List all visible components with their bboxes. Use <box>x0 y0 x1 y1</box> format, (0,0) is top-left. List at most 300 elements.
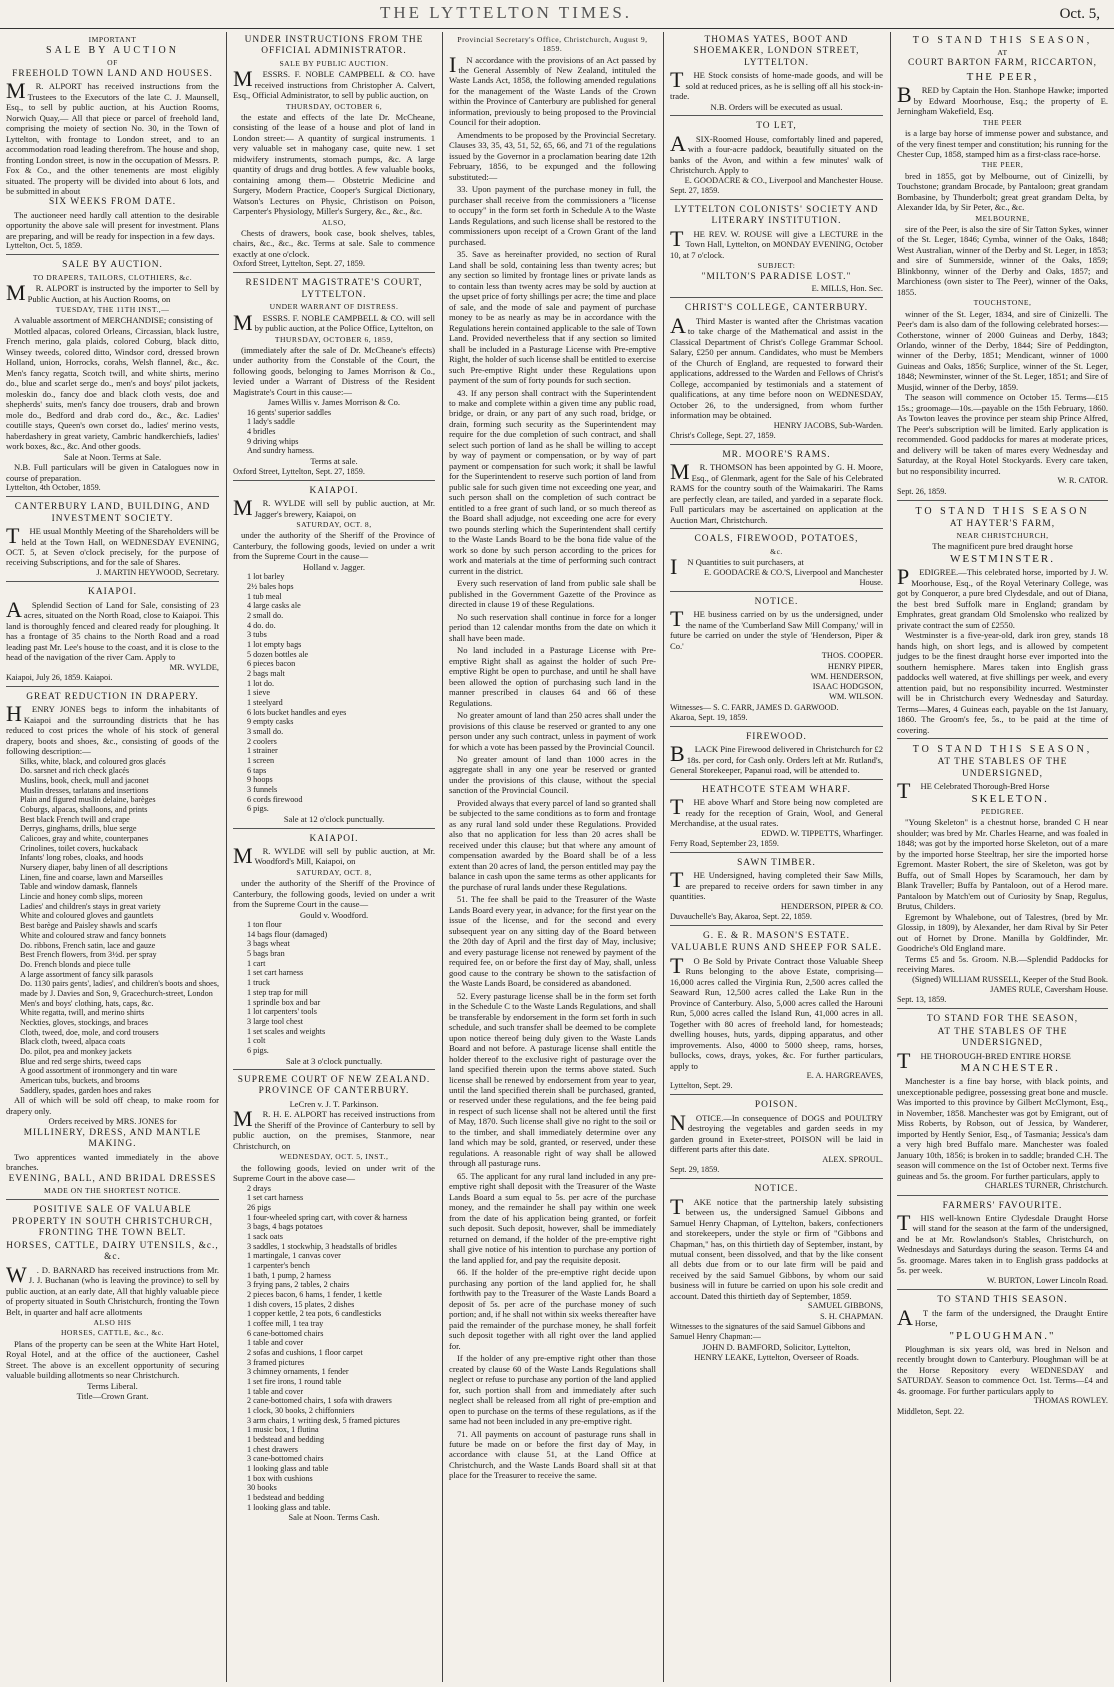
ad-text: R. THOMSON has been appointed by G. H. Moore, Esq., of Glenmark, agent for the Sale of his Celebrated RAMS for the country south of the Waimakariri. The Rams are perfectly clean, are tailed, and yarded in a separate flock. Full particulars may be ascertained on application at the Auction Mart, Christchurch. <box>670 462 883 525</box>
regulation-paragraph: No greater amount of land than 250 acres shall under the provisions of this clause be reserved or granted to any one person under any such contract, unless in payment of work for which a vote has been passed by the Provincial Council. <box>449 710 656 752</box>
ad-title: SALE BY AUCTION. <box>62 260 163 271</box>
ad-dateline: Kaiapoi, July 26, 1859. Kaiapoi. <box>6 672 113 682</box>
list-item: 1 set scales and weights <box>247 1026 326 1036</box>
ad-text: Westminster is a five-year-old, dark iron grey, stands 18 hands high, on short legs, and is allowed by competent judges to be the finest draught horse ever imported into the southern hemisphere. Mares taken into English grass paddocks well watered, at five shillings per week, and every attention paid, but no responsibility incurred. Westminster will be in Christchurch every Wednesday and Saturday. Terms—Mares, 4 Guineas each, payable on the 1st January, 1860. The Groom's fee, 5s., to be paid at the time of covering. <box>897 630 1108 735</box>
drop-cap: M <box>233 1106 253 1132</box>
list-item: Muslin dresses, tarlatans and insertions <box>20 785 149 795</box>
advertisement-building-society <box>6 499 219 582</box>
list-item: 1 truck <box>247 978 270 988</box>
ad-emphasis: THURSDAY, OCTOBER 6, <box>285 101 383 111</box>
ad-text: HE THOROUGH-BRED ENTIRE HORSE <box>920 1050 1071 1061</box>
ad-signature: E. MILLS, Hon. Sec. <box>811 284 883 294</box>
signatory-name: HENRY PIPER, <box>827 661 883 671</box>
list-item: 1 looking glass and table. <box>247 1502 331 1512</box>
regulation-paragraph: Amendments to be proposed by the Provincial Secretary. Clauses 33, 35, 43, 51, 52, 65, 66, and 71 of the regulations issued by the Governor in a proclamation bearing date 12th February, 1856, to be expunged and the following substituted:— <box>449 129 656 182</box>
ad-signature: HENRY JACOBS, Sub-Warden. <box>773 420 883 430</box>
ad-body <box>897 564 1108 630</box>
ad-title: TO STAND THIS SEASON, <box>912 744 1093 756</box>
ad-text: HE above Wharf and Store being now completed are ready for the reception of Grain, Wool, and General Merchandise, at the usual rates. <box>670 797 883 829</box>
drop-cap: H <box>6 701 22 727</box>
list-item: Lincie and honey comb slips, moreen <box>20 892 143 902</box>
ad-text: sire of the Peer, is also the sire of Sir Tatton Sykes, winner of the St. Leger, 1846; Cymba, winner of the Oaks, 1848; West Australian, winner of the Derby and St. Leger, in 1853; and sire of Summerside, winner of the Oaks, 1859; Blinkbonny, winner of the Derby and Oaks, 1857; and Marchioness (own sister to The Peer), winner of the Oaks, 1855. <box>897 223 1108 297</box>
ad-title: POISON. <box>754 1100 799 1111</box>
ad-text: bred in 1855, got by Melbourne, out of Cinizelli, by Touchstone; grandam Brocade, by Pantaloon; great grandam Bombasine, by Thunderbolt; great great grandam Delta, by Alexander Ida, by Sir Peter, &c., &c. <box>897 170 1108 213</box>
drop-cap: T <box>670 952 684 978</box>
list-item: Black cloth, tweed, alpaca coats <box>20 1037 126 1047</box>
list-item: 2 small do. <box>247 610 284 620</box>
list-item: 1 lot barley <box>247 572 285 582</box>
ad-text: Plans of the property can be seen at the White Hart Hotel, Royal Hotel, and at the office of the auctioneer, Cashel Street. The above is an excellent opportunity of securing valuable building allotments so near Christchurch. <box>6 1338 219 1381</box>
list-item: 3 chimney ornaments, 1 fender <box>247 1367 349 1377</box>
ad-subtitle: MILLINERY, DRESS, AND MANTLE MAKING. <box>23 1127 202 1150</box>
ad-text: ESSRS. F. NOBLE CAMPBELL & CO. will sell by public auction, at the Police Office, Lyttelton, on <box>254 312 435 334</box>
ad-text: EDIGREE.—This celebrated horse, imported by J. W. Moorhouse, Esq., of the Royal Veterinary College, was got by Conqueror, a pure bred Clydesdale, and out of Diana, the best bred Suffolk mare in England; grandam by Emphrates, great grandam Old Smolensko who realized by private contract the sum of £2550. <box>897 567 1108 630</box>
ad-title: TO STAND THIS SEASON, <box>912 35 1093 46</box>
ad-connector: AT <box>997 48 1008 58</box>
ad-title: SAWN TIMBER. <box>737 857 816 868</box>
list-item: 1 looking glass and table <box>247 1464 329 1474</box>
list-item: 9 empty casks <box>247 717 294 727</box>
ad-text: HE Stock consists of home-made goods, and will be sold at reduced prices, as he is selling off all his stock-in-trade. <box>670 70 883 102</box>
column-3 <box>443 32 662 1682</box>
list-item: 1 music box, 1 flutina <box>247 1425 319 1435</box>
ad-text: SIX-Roomed House, comfortably lined and papered, with a four-acre paddock, beautifully situated on the banks of the Avon, and within a few minutes' walk of Christchurch. Apply to <box>670 133 883 176</box>
ad-title: LYTTELTON COLONISTS' SOCIETY AND LITERARY INSTITUTION. <box>674 205 879 227</box>
regulation-paragraph: 71. All payments on account of pasturage runs shall in future be made on or before the first day of May, in accordance with clause 51, at the Land Office at Christchurch, and the Waste Lands Board shall sit at that place for the Treasurer to receive the same. <box>449 1428 656 1481</box>
advertisement-supreme-court-sale <box>233 1072 435 1526</box>
horse-name: SKELETON. <box>971 792 1049 805</box>
list-item: 6 pieces bacon <box>247 659 296 669</box>
list-item: 1 bedstead and bedding <box>247 1435 325 1445</box>
ad-emphasis: SIX WEEKS FROM DATE. <box>48 197 177 208</box>
ad-title: TO STAND FOR THE SEASON, <box>926 1014 1079 1025</box>
ad-terms: Sale at Noon. Terms at Sale. <box>63 451 162 462</box>
regulation-paragraph: No greater amount of land than 1000 acres in the aggregate shall in any one year be reserved or granted under the provisions of this clause, without the special sanction of the Provincial Council. <box>449 753 656 796</box>
drop-cap: T <box>897 778 911 804</box>
ad-body <box>670 130 883 176</box>
lecture-subject: "MILTON'S PARADISE LOST." <box>701 271 852 282</box>
list-item: Best French flowers, from 3½d. per spray <box>20 950 157 960</box>
advertisement-drapers-sale <box>6 257 219 497</box>
drop-cap: M <box>6 78 26 104</box>
ad-terms: Terms Liberal. <box>87 1380 138 1391</box>
advertisement-drapery-reduction <box>6 689 219 1200</box>
ad-connector: ALSO, <box>321 217 347 227</box>
list-item: Men's and boys' clothing, hats, caps, &c. <box>20 998 154 1008</box>
ad-note: N.B. Orders will be executed as usual. <box>710 101 843 112</box>
ad-text: Orders received by MRS. JONES for <box>48 1116 177 1127</box>
list-item: 1 copper kettle, 2 tea pots, 6 candlesticks <box>247 1309 382 1319</box>
drop-cap: M <box>233 842 253 868</box>
list-item: Do. French blonds and piece tulle <box>20 959 131 969</box>
regulation-paragraph: No land included in a Pasturage License with Pre-emptive Right shall as against the holder of such Pre-emptive Right be open to purchase, and until he shall have been allowed the option of purchasing such land in the manner prescribed in clauses 64 and 66 of these Regulations. <box>449 645 656 708</box>
masthead-rule <box>0 28 1114 29</box>
drop-cap: I <box>670 554 678 580</box>
list-item: 2 pieces bacon, 6 hams, 1 fender, 1 kettle <box>247 1289 382 1299</box>
list-item: 1 dish covers, 15 plates, 2 dishes <box>247 1299 355 1309</box>
ad-text: N Quantities to suit purchasers, at <box>687 557 804 568</box>
list-item: Plain and figured muslin delaine, barèges <box>20 795 156 805</box>
regulation-paragraph: If the holder of any pre-emptive right other than those created by clause 60 of the Waste Lands Regulations shall neglect or refuse to purchase any portion of the land applied for, such portion shall from and immediately after such neglect shall be released from all right of pre-emption and open to purchase on the terms of these regulations, as if the same had not been included in any pre-emptive right. <box>449 1353 656 1427</box>
ad-text: is a large bay horse of immense power and substance, and of the very finest temper and constitution; his running for the Chester Cup, 1858, stamped him as a first-class race-horse. <box>897 128 1108 159</box>
ad-subtitle: AT THE STABLES OF THE UNDERSIGNED, <box>937 757 1068 779</box>
regulation-paragraph: Provided always that every parcel of land so granted shall be subjected to the same conditions as to form and frontage as any rural land sold under these Regulations. Provided also that no application for less than 20 acres shall be received under this clause; but that where any amount of compensation awarded by the Board shall be of a less extent than 20 acres of land, the person entitled may pay the balance in cash upon the same terms as other applicants for the purchase of rural lands under these Regulations. <box>449 797 656 892</box>
ad-body <box>897 1304 1108 1330</box>
regulation-paragraph: 52. Every pasturage license shall be in the form set forth in the Schedule C to the Waste Lands Regulations, and shall be transferable by endorsement in the form set forth in such schedule, and such transfer shall be deemed to be complete upon notice thereof being duly given to the Waste Lands Board and not before. A pasturage license shall entitle the holder thereof to the exclusive right of pasturage over the land specified therein upon the terms above stated. Such license shall be renewed by endorsement from year to year, until the land specified therein shall be purchased, granted, or reserved under these regulations, and the fee being paid in respect of such license shall not be altered until the first of May, 1870. Such license shall give no right to the soil or to the timber, and shall immediately determine over any land which may be sold, granted, or reserved, under these regulations. A reasonable right of way shall be allowed through all pasturage runs. <box>449 990 656 1169</box>
list-item: 6 pigs. <box>247 1045 269 1055</box>
ad-text: T the farm of the undersigned, the Draught Entire Horse, <box>914 1307 1108 1329</box>
ad-text: ENRY JONES begs to inform the inhabitants of Kaiapoi and the surrounding districts that he has reduced to cost prices the whole of his stock of general drapery, boots and shoes, &c., consisting of goods of the following description:— <box>6 704 219 757</box>
newspaper-title: THE LYTTELTON TIMES. <box>380 3 633 22</box>
advertisement-skeleton <box>897 741 1108 1009</box>
ad-dateline: Middleton, Sept. 22. <box>897 1406 965 1416</box>
list-item: Derrys, ginghams, drills, blue serge <box>20 824 137 834</box>
advertisement-the-peer <box>897 32 1108 501</box>
list-item: 1 tub meal <box>247 591 282 601</box>
column-1 <box>0 32 225 1682</box>
ad-title: POSITIVE SALE OF VALUABLE PROPERTY IN SOUTH CHRISTCHURCH, FRONTING THE TOWN BELT. <box>12 1205 213 1239</box>
ad-title: COALS, FIREWOOD, POTATOES, <box>694 534 859 545</box>
ad-title: MR. MOORE'S RAMS. <box>722 449 831 460</box>
drop-cap: M <box>233 495 253 521</box>
ad-subtitle: AT HAYTER'S FARM, <box>949 518 1056 529</box>
drop-cap: T <box>670 867 684 893</box>
list-item: 1 martingale, 1 canvas cover <box>247 1251 341 1261</box>
ad-text: LACK Pine Firewood delivered in Christchurch for £2 18s. per cord, for Cash only. Orders left at Mr. Rutland's, General Storekeeper, Papanui road, will be attended to. <box>670 744 883 776</box>
ad-text: HE usual Monthly Meeting of the Shareholders will be held at the Town Hall, on WEDNESDAY EVENING, OCT. 5, at Seven o'clock precisely, for the purpose of receiving Subscriptions, and for the sale of Shares. <box>6 526 219 568</box>
list-item: White regatta, twill, and merino shirts <box>20 1008 145 1018</box>
ad-subheading: MELBOURNE, <box>975 213 1030 223</box>
ad-body <box>6 523 219 568</box>
ad-title: FARMERS' FAVOURITE. <box>942 1200 1063 1211</box>
ad-body <box>6 701 219 757</box>
ad-title: KAIAPOI. <box>309 833 359 844</box>
ad-dateline: Akaroa, Sept. 19, 1859. <box>670 712 748 722</box>
list-item: 1 carpenter's bench <box>247 1260 310 1270</box>
ad-text: Third Master is wanted after the Christmas vacation to take charge of the Mathematical and assist in the Classical Department of Christ's College Grammar School. Salary, £250 per annum. Candidates, who must be Members of the Church of England, are requested to forward their applications, addressed to the Warden and Fellows of Christ's College, accompanied by testimonials and a statement of qualifications, at any time before noon on WEDNESDAY, October 26, to the undersigned, from whom further information may be obtained. <box>670 315 883 421</box>
list-item: 3 arm chairs, 1 writing desk, 5 framed pictures <box>247 1415 400 1425</box>
list-item: Best black French twill and crape <box>20 814 130 824</box>
list-item: 6 cords firewood <box>247 794 303 804</box>
list-item: Table and window damask, flannels <box>20 882 138 892</box>
drop-cap: A <box>897 1304 913 1330</box>
notice-intro <box>449 51 656 128</box>
ad-signature: JAMES RULE, Caversham House. <box>990 984 1108 994</box>
advertisement-farmers-favourite <box>897 1198 1108 1291</box>
ad-text: HE Undersigned, having completed their Saw Mills, are prepared to receive orders for sawn timber in any quantities. <box>670 870 883 902</box>
regulation-paragraphs <box>449 130 656 1481</box>
list-item: A large assortment of fancy silk parasols <box>20 969 154 979</box>
signatory-name: S. H. CHAPMAN. <box>819 1311 883 1321</box>
ad-witnesses: Witnesses— S. C. FARR, JAMES D. GARWOOD. <box>670 702 839 712</box>
advertisement-manchester <box>897 1011 1108 1195</box>
ad-body <box>6 596 219 663</box>
list-item: 9 hoops <box>247 775 273 785</box>
ad-title: TO LET, <box>756 121 797 132</box>
ad-signature: EDWD. W. TIPPETTS, Wharfinger. <box>761 828 883 838</box>
newspaper-page <box>0 32 1114 1682</box>
ad-text: AKE notice that the partnership lately subsisting between us, the undersigned Samuel Gibbons and Samuel Henry Chapman, of Lyttelton, bakers, confectioners and storekeepers, under the style or firm of "Gibbons and Chapman," has, on this thirtieth day of September, instant, by mutual consent, been dissolved, and that by the like consent all debts due from or to our late firm will be paid and received by the said Samuel Gibbons, by whom our said business will in future be carried on upon his sole credit and account. Dated this thirtieth day of September, 1859. <box>670 1196 883 1301</box>
advertisement-partnership-notice <box>670 1181 883 1366</box>
masthead <box>0 0 1114 28</box>
ad-text: Terms £5 and 5s. Groom. N.B.—Splendid Paddocks for receiving Mares. <box>897 953 1108 975</box>
ad-text: . D. BARNARD has received instructions from Mr. J. J. Buchanan (who is leaving the province) to sell by public auction, at an early date, All that highly valuable piece of property situated in South Christchurch, fronting the Town Belt, in quarter and half acre allotments <box>6 1264 219 1317</box>
ad-text: R. H. E. ALPORT has received instructions from the Sheriff of the Province of Canterbury to sell by public auction, on the premises, Stanmore, near Christchurch, on <box>233 1109 435 1151</box>
ad-body <box>670 867 883 902</box>
list-item: Do. 1130 pairs gents', ladies', and children's boots and shoes, made by J. Davies and Son, 9, Gracechurch-street, London <box>20 979 219 998</box>
list-item: 1 table and cover <box>247 1386 304 1396</box>
list-item: 3 tubs <box>247 630 267 640</box>
ad-subtitle: COURT BARTON FARM, RICCARTON, <box>908 58 1097 69</box>
list-item: Saddlery, spades, garden hoes and rakes <box>20 1085 152 1095</box>
ad-dateline: Christ's College, Sept. 27, 1859. <box>670 430 776 440</box>
regulation-paragraph: 65. The applicant for any rural land included in any pre-emptive right shall deposit with the Treasurer of the Waste Lands Board a sum equal to 5s. per acre of the purchase money, and the remainder he shall pay within one week from the date of his application being granted, or forfeit such deposit. Such deposit, however, shall be immediately returned on demand, if the holder of the pre-emptive right shall give notice of his intention to purchase any portion of the land applied for, and pay the requisite deposit. <box>449 1170 656 1265</box>
advertisement-distress-sale <box>233 275 435 480</box>
ad-dateline: Sept. 29, 1859. <box>670 1165 720 1175</box>
drop-cap: P <box>897 564 910 590</box>
goods-list <box>233 572 435 814</box>
ad-body <box>670 952 883 1071</box>
ad-title: SUPREME COURT OF NEW ZEALAND. PROVINCE OF CANTERBURY. <box>237 1075 431 1097</box>
regulation-paragraph: No such reservation shall continue in force for a longer period than 12 calendar months from the date on which it shall have been made. <box>449 611 656 643</box>
ad-text: All of which will be sold off cheap, to make room for drapery only. <box>6 1095 219 1116</box>
waste-lands-regulations <box>449 32 656 1484</box>
list-item: 1 set fire irons, 1 round table <box>247 1377 342 1387</box>
ad-cause: LeCren v. J. T. Parkinson. <box>289 1098 379 1109</box>
ad-dateline: Sept. 13, 1859. <box>897 995 947 1005</box>
horse-name: MANCHESTER. <box>960 1062 1060 1075</box>
signatories <box>670 1301 883 1322</box>
ad-text: the following goods, levied on under writ of the Supreme Court in the above case— <box>233 1162 435 1184</box>
witness-name: HENRY LEAKE, Lyttelton, Overseer of Roads. <box>694 1352 859 1363</box>
drop-cap: B <box>670 741 685 767</box>
column-2 <box>227 32 441 1682</box>
ad-text: Chests of drawers, book case, book shelves, tables, chairs, &c., &c., &c. Terms at sale. Sale to commence exactly at one o'clock. <box>233 227 435 259</box>
signatory-name: THOS. COOPER. <box>821 651 883 661</box>
drop-cap: T <box>897 1209 911 1235</box>
drop-cap: T <box>670 225 684 251</box>
ad-subtitle: AT THE STABLES OF THE UNDERSIGNED, <box>937 1026 1068 1049</box>
ad-title: G. E. & R. MASON'S ESTATE. <box>703 930 850 941</box>
ad-text: R. WYLDE will sell by public auction, at Mr. Jagger's brewery, Kaiapoi, on <box>254 498 435 519</box>
advertisement-administrator-sale <box>233 32 435 273</box>
ad-text: winner of the St. Leger, 1834, and sire of Cinizelli. The Peer's dam is also dam of the following celebrated horses:—Cotherstone, winner of 2000 Guineas and Derby, 1843; Orlando, winner of the Derby, 1844; Sire of Peddington, winner of the Derby, 1851; Mendicant, winner of 1000 Guineas and Oaks, 1856; Surplice, winner of the St. Leger, 1848; Newminster, winner of the St. Leger, 1851; and Sire of Musjid, winner of the Derby, 1859. <box>897 308 1108 392</box>
ad-emphasis: MADE ON THE SHORTEST NOTICE. <box>43 1186 182 1196</box>
ad-body <box>670 741 883 776</box>
goods-list <box>233 920 435 1055</box>
list-item: 1 cart <box>247 958 266 968</box>
ad-subheading: PEDIGREE. <box>980 807 1025 817</box>
list-item: 1 lot empty bags <box>247 639 302 649</box>
ad-dateline: Lyttelton, Oct. 5, 1859. <box>6 241 83 251</box>
list-item: 1 set cart harness <box>247 1193 304 1203</box>
ad-subtitle: TO DRAPERS, TAILORS, CLOTHIERS, &c. <box>32 272 193 282</box>
notice-heading: Provincial Secretary's Office, Christchurch, August 9, 1859. <box>457 35 648 54</box>
list-item: 9 driving whips <box>247 436 299 446</box>
ad-subheading: TOUCHSTONE, <box>973 298 1032 308</box>
list-item: 6 cane-bottomed chairs <box>247 1328 324 1338</box>
list-item: Linen, fine and coarse, lawn and Marseilles <box>20 872 163 882</box>
ad-connector: OF <box>107 58 118 68</box>
ad-title: THOMAS YATES, BOOT AND SHOEMAKER, LONDON STREET, LYTTELTON. <box>693 35 860 68</box>
list-item: 1 clock, 30 books, 2 chiffonniers <box>247 1406 355 1416</box>
list-item: 3 funnels <box>247 785 278 794</box>
ad-subtitle: FREEHOLD TOWN LAND AND HOUSES. <box>12 68 213 79</box>
ad-subtitle: SALE BY PUBLIC AUCTION. <box>279 58 389 68</box>
list-item: 1 table and cover <box>247 1338 304 1348</box>
list-item: Blue and red serge shirts, tweed caps <box>20 1056 142 1066</box>
list-item: 6 pigs. <box>247 804 269 814</box>
ad-body <box>670 312 883 421</box>
ad-dateline: Ferry Road, September 23, 1859. <box>670 838 779 848</box>
ad-terms: Sale at 3 o'clock punctually. <box>285 1055 383 1066</box>
list-item: 1 lady's saddle <box>247 417 295 427</box>
list-item: 1 sack oats <box>247 1231 283 1241</box>
list-item: 3 cane-bottomed chairs <box>247 1454 324 1464</box>
ad-terms: Title—Crown Grant. <box>76 1391 149 1402</box>
list-item: 30 books <box>247 1483 277 1493</box>
list-item: 1 steelyard <box>247 697 283 707</box>
ad-signature: E. GOODACRE & CO.'S, Liverpool and Manchester House. <box>704 567 883 587</box>
drop-cap: M <box>233 66 253 92</box>
ad-body <box>670 1193 883 1302</box>
ad-signature: MR. WYLDE, <box>169 662 219 672</box>
list-item: White and coloured gloves and gauntlets <box>20 911 154 921</box>
list-item: 2½ bales hops <box>247 581 294 591</box>
list-item: 26 pigs <box>247 1202 271 1212</box>
list-item: 4 bridles <box>247 427 276 437</box>
ad-title: GREAT REDUCTION IN DRAPERY. <box>26 691 199 702</box>
list-item: 2 drays <box>247 1183 271 1193</box>
advertisement-saw-mill-notice <box>670 594 883 727</box>
ad-connector: NEAR CHRISTCHURCH, <box>956 531 1049 541</box>
drop-cap: M <box>670 459 690 485</box>
ad-dateline: Lyttelton, 4th October, 1859. <box>6 483 101 493</box>
ad-emphasis: THURSDAY, OCTOBER 6, 1859, <box>274 334 394 344</box>
list-item: 1 ton flour <box>247 920 282 930</box>
list-item: American tubs, buckets, and brooms <box>20 1075 140 1085</box>
ad-text: RED by Captain the Hon. Stanhope Hawke; imported by Edward Moorhouse, Esq.; the property of E. Jerningham Wakefield, Esq. <box>897 85 1108 117</box>
regulation-paragraph: 51. The fee shall be paid to the Treasurer of the Waste Lands Board every year, in advance; for the first year on the issue of the license, and for the second and every subsequent year on any sitting day of the Board between the 20th day of April and the first day of May, inclusive; and every pasturage license not renewed by payment of the required fee, on or before the first day of May, shall, unless good cause to the contrary be shown to the satisfaction of the Waste Lands Board, be considered as abandoned. <box>449 894 656 989</box>
ad-title: KAIAPOI. <box>309 485 359 496</box>
ad-text: HE business carried on by us the undersigned, under the name of the 'Cumberland Saw Mill Company,' will in future be carried on under the style of 'Henderson, Piper & Co.' <box>670 609 883 651</box>
advertisement-boot-maker <box>670 32 883 116</box>
ad-text: HE Celebrated Thorough-Bred Horse <box>920 781 1050 792</box>
ad-text: the estate and effects of the late Dr. McCheane, consisting of the lease of a house and plot of land in London street:— A quantity of surgical instruments. 1 very valuable set in mahogany case, quite new. 1 set midwifery instruments, stomach pumps, &c. A large quantity of drugs and drug bottles. A few valuable books, containing among them— Obstetric Medicine and Surgery, Modern Practice, Cooper's Surgical Dictionary, Watson's Lectures on Physic, Christison on Poison, Carpenter's Physiology, Miller's Surgery, &c., &c., &c. <box>233 111 435 217</box>
ad-title: HEATHCOTE STEAM WHARF. <box>702 784 851 795</box>
drop-cap: N <box>670 1109 686 1135</box>
list-item: 2 bags malt <box>247 668 285 678</box>
ad-body <box>233 842 435 868</box>
horse-name: THE PEER, <box>966 70 1039 83</box>
ad-dateline: Sept. 27, 1859. <box>670 186 720 195</box>
list-item: 3 small do. <box>247 726 284 736</box>
list-item: 1 sprindle box and bar <box>247 997 321 1007</box>
ad-subheading: THE PEER, <box>981 160 1024 170</box>
ad-dateline: Oxford Street, Lyttelton, Sept. 27, 1859. <box>233 259 365 269</box>
list-item: 1 bedstead and bedding <box>247 1493 325 1503</box>
ad-title: RESIDENT MAGISTRATE'S COURT, LYTTELTON. <box>245 278 423 300</box>
ad-dateline: Lyttelton, Sept. 29. <box>670 1081 733 1091</box>
drop-cap: T <box>897 1047 911 1073</box>
goods-list <box>6 757 219 1096</box>
ad-body <box>233 309 435 335</box>
list-item: 1 set cart harness <box>247 968 304 978</box>
list-item: Infants' long robes, cloaks, and hoods <box>20 853 144 863</box>
witness-names <box>670 1342 883 1363</box>
ad-text: N.B. Full particulars will be given in Catalogues now in course of preparation. <box>6 462 219 483</box>
list-item: Ladies' and children's stays in great variety <box>20 901 161 911</box>
ad-text: ESSRS. F. NOBLE CAMPBELL & CO. have received instructions from Christopher A. Calvert, Esq., Official Administrator, to sell by public auction, on <box>233 69 435 101</box>
list-item: 3 frying pans, 2 tables, 2 chairs <box>247 1280 350 1290</box>
list-item: 1 box with cushions <box>247 1473 313 1483</box>
ad-text: Egremont by Whalebone, out of Talestres, (bred by Mr. Glossip, in 1809), by Alexander, her dam Rival by Sir Peter out of Hornet by Drone. Manilla by Goldfinder, Mr. Goodriche's Old England mare. <box>897 911 1108 954</box>
horse-name: WESTMINSTER. <box>950 552 1055 565</box>
ad-text: Mottled alpacas, colored Orleans, Circassian, black lustre, French merino, gala plaids, colored Coburg, black ditto, Winsey tweeds, colored ditto, Windsor cord, dressed brown Holland, union, Horrocks, corahs, Welsh flannel, &c., &c. Men's fancy regatta, Scotch twill, and white shirts, merino do., blue and scarlet serge do., men's and boys' pilot jackets, moleskin do., fancy doe and black cloth vests, doe and shepherds' suits, men's fancy doe trousers, drab and brown mole do., Bedford and drab cord do., &c., &c. Ladies' coutille stays, Queen's own corset do., ladies' merino vests, haberdashery in great variety, Cambric handkerchiefs, ladies' work boxes, &c., &c. And other goods. <box>6 325 219 452</box>
drop-cap: A <box>670 130 686 156</box>
list-item: 3 large tool chest <box>247 1016 304 1026</box>
drop-cap: M <box>233 309 253 335</box>
list-item: 1 bath, 1 pump, 2 harness <box>247 1270 331 1280</box>
list-item: Cloth, tweed, doe, mole, and cord trousers <box>20 1027 159 1037</box>
ad-text: under the authority of the Sheriff of the Province of Canterbury, the following goods, levied on under a writ from the Supreme Court in the cause— <box>233 878 435 910</box>
ad-title: UNDER INSTRUCTIONS FROM THE OFFICIAL ADMINISTRATOR. <box>244 35 424 57</box>
ad-text: R. WYLDE will sell by public auction, at Mr. Woodford's Mill, Kaiapoi, on <box>254 845 435 867</box>
ad-body <box>6 1261 219 1317</box>
ad-signature: (Signed) WILLIAM RUSSELL, Keeper of the Stud Book. <box>912 974 1108 984</box>
list-item: 1 screen <box>247 755 275 765</box>
ad-kicker: IMPORTANT <box>88 35 137 44</box>
ad-signature: ALEX. SPROUL. <box>822 1154 883 1164</box>
advertisement-christs-college <box>670 300 883 445</box>
advertisement-coals <box>670 531 883 592</box>
ad-title: CANTERBURY LAND, BUILDING, AND INVESTMENT SOCIETY. <box>14 502 211 524</box>
issue-date: Oct. 5, <box>1059 6 1100 22</box>
list-item: 1 lot carpenters' tools <box>247 1007 317 1017</box>
ad-signature: THOMAS ROWLEY. <box>1033 1396 1108 1406</box>
list-item: 1 step trap for mill <box>247 987 308 997</box>
list-item: Do. ribbons, French satin, lace and gauze <box>20 940 156 950</box>
ad-signature: CHARLES TURNER, Christchurch. <box>984 1181 1108 1191</box>
column-5 <box>891 32 1114 1682</box>
regulation-paragraph: Every such reservation of land from public sale shall be published in the Government Gazette of the Province as directed in clause 19 of these Regulations. <box>449 578 656 610</box>
ad-text: under the authority of the Sheriff of the Province of Canterbury, the following goods, levied on under a writ from the Supreme Court in the cause— <box>233 530 435 562</box>
ad-subheading: THE PEER <box>982 117 1023 127</box>
ad-body <box>6 280 219 306</box>
ad-body <box>233 66 435 101</box>
ad-body <box>233 495 435 521</box>
ad-cause: Gould v. Woodford. <box>299 909 369 920</box>
advertisement-steam-wharf <box>670 782 883 853</box>
ad-cause: James Willis v. James Morrison & Co. <box>267 397 401 408</box>
advertisement-kaiapoi-land <box>6 584 219 687</box>
advertisement-christchurch-property <box>6 1202 219 1404</box>
list-item: Crinolines, toilet covers, huckaback <box>20 843 138 853</box>
ad-text: A valuable assortment of MERCHANDISE; consisting of <box>14 315 213 326</box>
ad-title: SALE BY AUCTION <box>46 45 179 57</box>
advertisement-mason-estate <box>670 928 883 1096</box>
ad-text: Ploughman is six years old, was bred in Nelson and recently brought down to Canterbury. Ploughman will be at the Horse Repository every WEDNESDAY and SATURDAY. Season to commence Oct. 1st. Terms—£4 and 4s. groomage. For further particulars apply to <box>897 1343 1108 1396</box>
regulation-paragraph: 43. If any person shall contract with the Superintendent to make and complete within a given time any public road, bridge, or drain, or any part of any such road, bridge, or drain, forming such security as the Superintendent may require for the due completion of such contract, and shall select such portion of land as he shall be willing to accept by way of payment or compensation, or by way of part payment or compensation for such work; it shall be lawful for the Superintendent to reserve such portion of land from public sale for such given time not exceeding one year, and such person shall on the completion of such contract be entitled to a free grant of such land, or so much thereof as the Board shall adjudge, not exceeding one acre for every two pounds sterling which the Superintendent shall certify to the Waste Lands Board to be the bona fide value of the work so done by such person according to the prices for work and materials at the time of performing such contract current in the district. <box>449 387 656 576</box>
list-item: Silks, white, black, and coloured gros glacés <box>20 756 166 766</box>
ad-text: Two apprentices wanted immediately in the above branches. <box>6 1151 219 1173</box>
ad-text: The magnificent pure bred draught horse <box>932 541 1073 552</box>
ad-body <box>670 606 883 651</box>
drop-cap: A <box>6 596 22 622</box>
ad-subtitle: HORSES, CATTLE, &c., &c. <box>60 1328 165 1338</box>
ad-emphasis: TUESDAY, THE 11TH INST.,— <box>55 305 170 315</box>
list-item: Do. sarsnet and rich check glacés <box>20 766 130 776</box>
